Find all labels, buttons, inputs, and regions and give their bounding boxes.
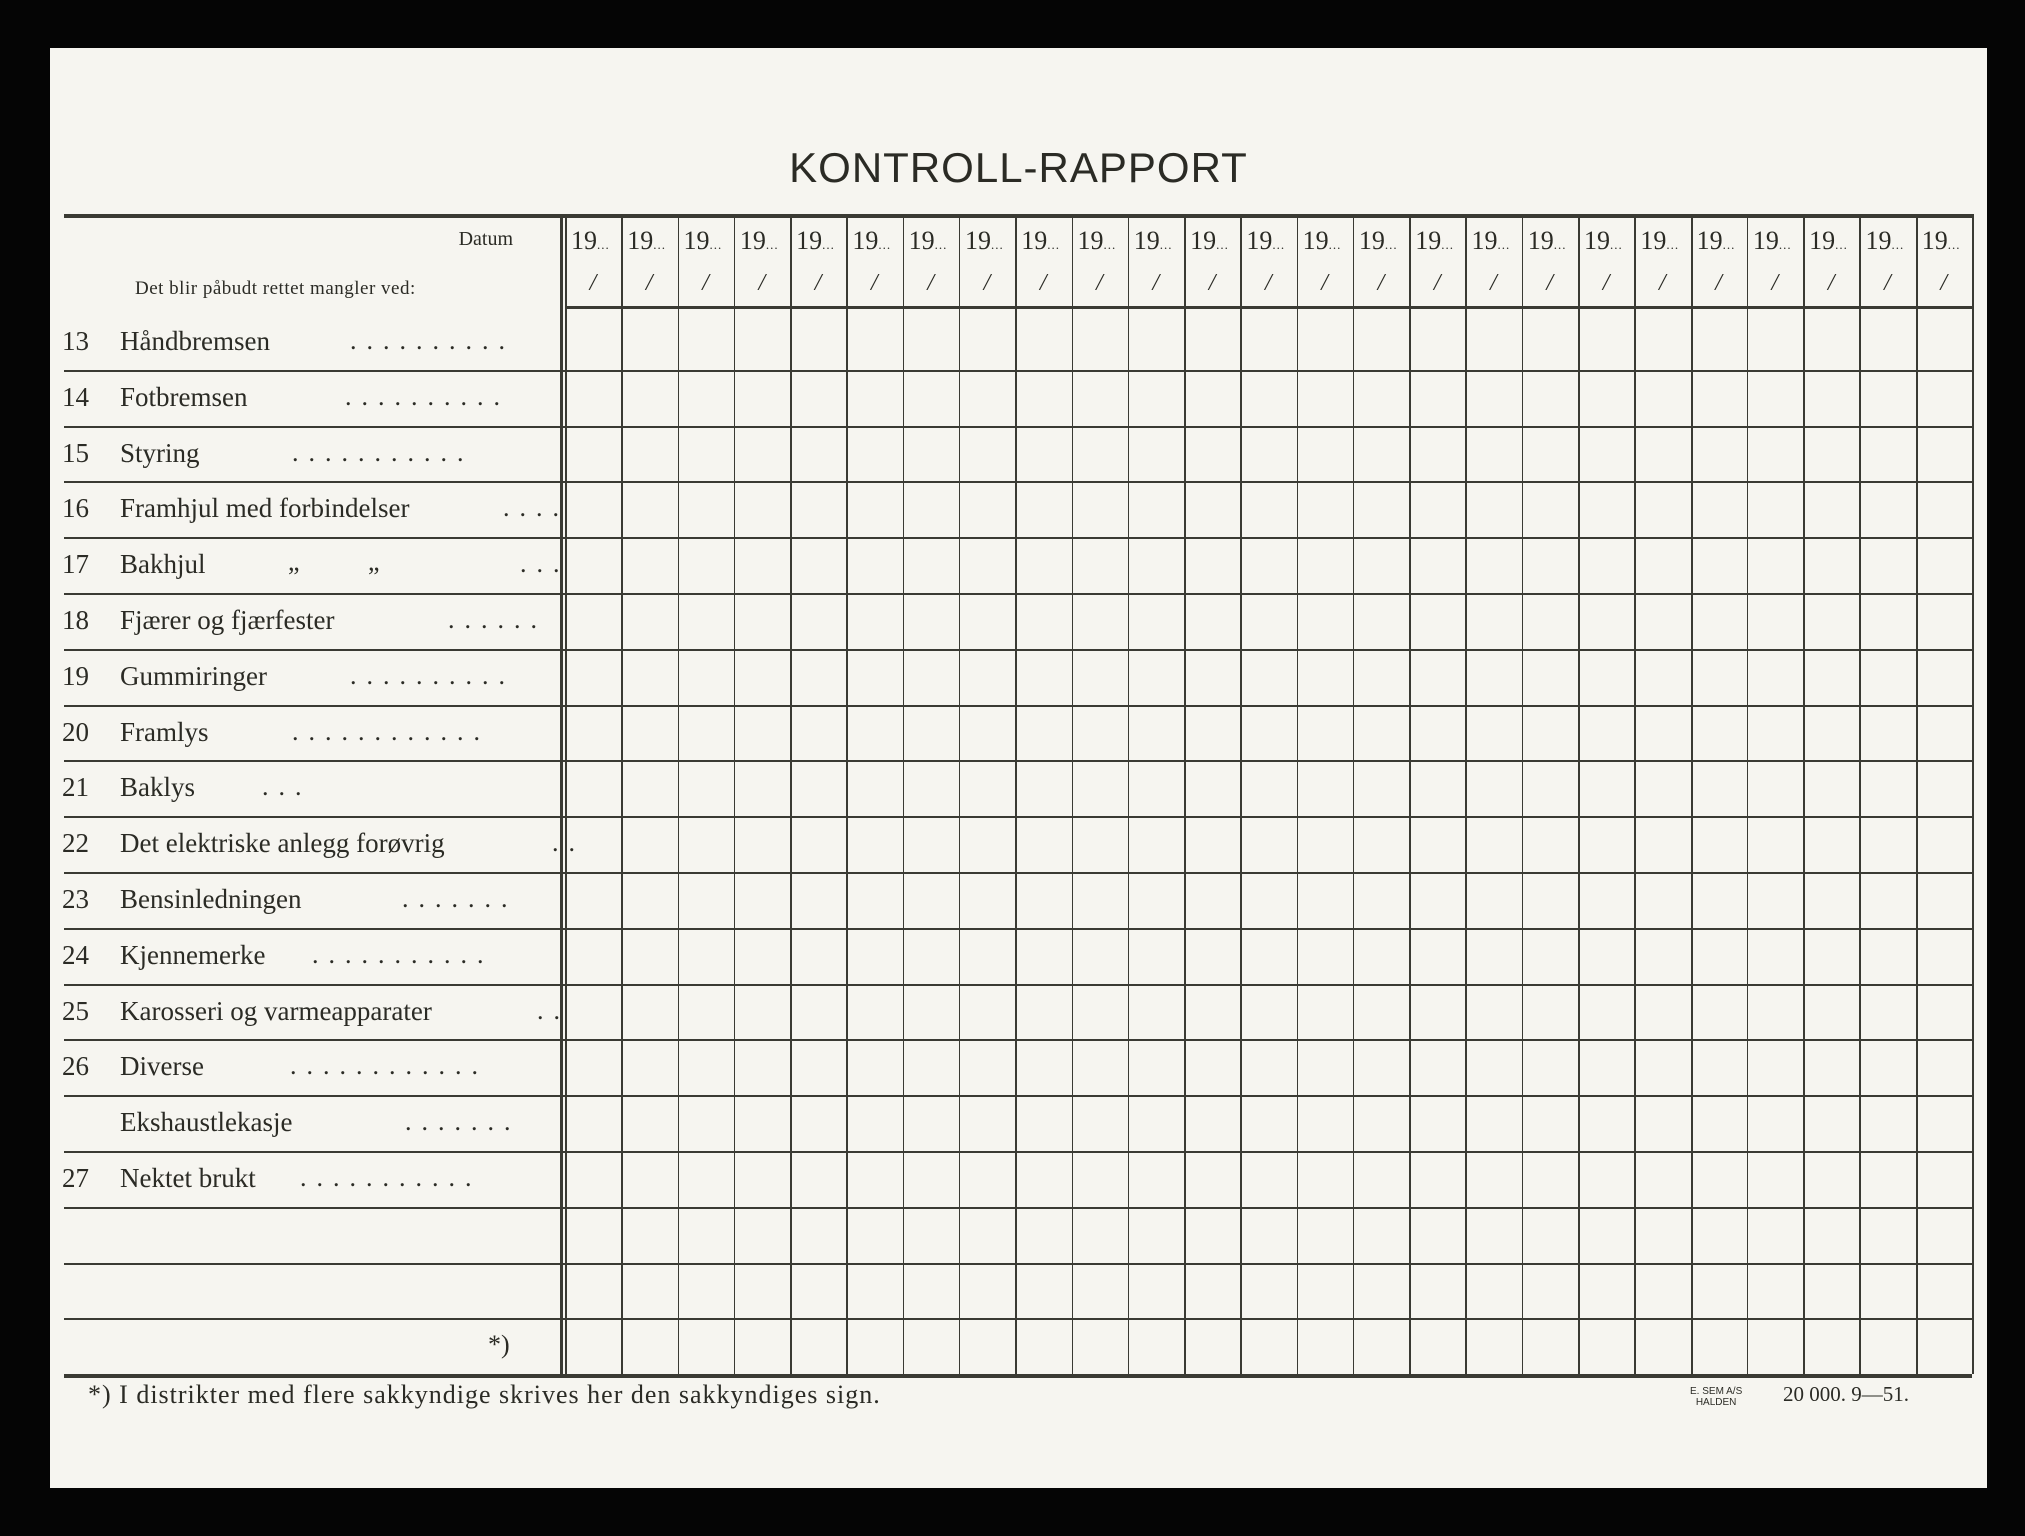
column-line	[1634, 214, 1636, 1374]
date-slash: /	[758, 270, 766, 296]
row-line	[64, 537, 1972, 539]
date-label: Datum	[458, 228, 513, 250]
date-slash: /	[589, 270, 597, 296]
leader-dots: ...........	[312, 939, 494, 969]
row-label: Fjærer og fjærfester	[120, 605, 335, 635]
leader-dots: ....	[503, 493, 569, 523]
column-year	[1415, 226, 1471, 256]
report-card	[50, 48, 1987, 1488]
date-slash: /	[1208, 270, 1216, 296]
row-number: 25	[62, 995, 89, 1026]
row-line	[64, 1151, 1972, 1153]
print-run: 20 000. 9—51.	[1783, 1382, 1909, 1406]
column-year	[1922, 226, 1978, 256]
column-line	[1522, 214, 1524, 1374]
year-prefix: 19	[1077, 226, 1104, 255]
row-line	[64, 370, 1972, 372]
row-label: Bakhjul	[120, 549, 206, 580]
row-number: 19	[62, 660, 89, 691]
row-label: Framhjul med forbindelser	[120, 493, 410, 524]
column-year	[965, 226, 1021, 256]
date-slash: /	[1152, 270, 1160, 296]
column-year	[1190, 226, 1246, 256]
year-prefix: 19	[796, 226, 823, 255]
row-label: Karosseri og varmeapparater	[120, 995, 432, 1026]
column-line	[903, 214, 905, 1374]
year-prefix: 19	[1752, 226, 1779, 255]
year-dots: ...	[1553, 237, 1567, 252]
year-prefix: 19	[627, 226, 654, 255]
column-line	[1691, 214, 1693, 1374]
row-number: 23	[62, 884, 89, 914]
column-year	[1865, 226, 1921, 256]
year-prefix: 19	[1133, 226, 1160, 255]
column-year	[1021, 226, 1077, 256]
year-dots: ...	[1103, 237, 1117, 252]
column-line	[621, 214, 623, 1374]
date-slash: /	[1715, 270, 1722, 296]
row-number: 20	[62, 716, 89, 747]
row-number: 26	[62, 1051, 89, 1082]
column-line	[1240, 214, 1242, 1374]
year-prefix: 19	[1415, 226, 1442, 255]
imprint-line-1: E. SEM A/S	[1690, 1386, 1743, 1397]
column-year	[1078, 226, 1134, 256]
column-line	[1128, 214, 1130, 1374]
year-dots: ...	[597, 237, 610, 252]
leader-dots: ...	[520, 549, 570, 579]
row-number: 14	[62, 381, 89, 412]
year-dots: ...	[1778, 237, 1792, 252]
header-subtitle: Det blir påbudt rettet mangler ved:	[135, 278, 416, 299]
row-line	[64, 760, 1972, 762]
label-divider-2	[565, 214, 567, 1374]
row-line	[64, 1318, 1972, 1320]
year-dots: ...	[1497, 237, 1511, 252]
leader-dots: ..........	[350, 660, 515, 690]
year-prefix: 19	[964, 226, 991, 255]
column-year	[1134, 226, 1190, 256]
year-dots: ...	[653, 237, 667, 252]
date-slash: /	[871, 270, 878, 296]
row-line	[64, 426, 1972, 428]
column-line	[1409, 214, 1411, 1374]
column-line	[1015, 214, 1017, 1374]
row-line	[64, 593, 1972, 595]
date-slash: /	[1490, 270, 1497, 296]
column-year	[571, 226, 627, 256]
date-slash: /	[1265, 270, 1272, 296]
row-line	[64, 481, 1972, 483]
year-prefix: 19	[1246, 226, 1273, 255]
column-line	[1072, 214, 1074, 1374]
date-slash: /	[1433, 270, 1441, 296]
leader-dots: ...........	[292, 437, 474, 467]
year-prefix: 19	[1809, 226, 1836, 255]
row-label: Gummiringer	[120, 660, 267, 691]
printer-imprint	[1690, 1386, 1742, 1408]
column-line	[1859, 214, 1861, 1374]
column-year	[1246, 226, 1302, 256]
date-slash: /	[1039, 270, 1047, 296]
year-dots: ...	[1272, 237, 1286, 252]
year-dots: ...	[1835, 237, 1848, 252]
row-label: Framlys	[120, 716, 209, 747]
date-slash: /	[983, 270, 991, 296]
year-dots: ...	[1610, 237, 1623, 252]
row-line	[64, 1039, 1972, 1041]
leader-dots: .......	[402, 884, 518, 913]
year-prefix: 19	[908, 226, 935, 255]
row-label: Håndbremsen	[120, 326, 270, 356]
year-prefix: 19	[1021, 226, 1048, 255]
date-slash: /	[1546, 270, 1554, 296]
column-line	[959, 214, 961, 1374]
year-prefix: 19	[1584, 226, 1611, 255]
date-slash: /	[1940, 270, 1948, 296]
row-number: 13	[62, 326, 89, 356]
date-slash: /	[1658, 270, 1666, 296]
year-prefix: 19	[683, 226, 710, 255]
year-prefix: 19	[1640, 226, 1667, 255]
year-dots: ...	[709, 237, 723, 252]
year-prefix: 19	[1921, 226, 1948, 255]
year-dots: ...	[934, 237, 948, 252]
row-label: Diverse	[120, 1051, 204, 1082]
column-line	[846, 214, 848, 1374]
leader-dots: ...	[262, 772, 312, 802]
column-year	[1697, 226, 1753, 256]
date-slash: /	[702, 270, 709, 296]
leader-dots: .......	[405, 1107, 521, 1137]
row-label: Fotbremsen	[120, 381, 248, 412]
date-slash: /	[1884, 270, 1891, 296]
row-label: Baklys	[120, 772, 196, 803]
leader-dots: ..........	[345, 381, 510, 411]
row-line	[64, 705, 1972, 707]
ditto-mark: „	[288, 547, 300, 577]
year-dots: ...	[1216, 237, 1229, 252]
year-prefix: 19	[739, 226, 766, 255]
column-year	[1809, 226, 1865, 256]
row-label: Bensinledningen	[120, 884, 302, 914]
year-dots: ...	[1441, 237, 1454, 252]
header-rule	[565, 306, 1972, 309]
year-prefix: 19	[1865, 226, 1892, 255]
row-number: 24	[62, 939, 89, 970]
column-line	[1184, 214, 1186, 1374]
year-dots: ...	[1047, 237, 1060, 252]
leader-dots: ...........	[300, 1163, 482, 1192]
date-slash: /	[1096, 270, 1103, 296]
year-prefix: 19	[1527, 226, 1554, 255]
column-line	[1297, 214, 1299, 1374]
column-year	[1303, 226, 1359, 256]
footnote: *) I distrikter med flere sakkyndige skrives her den sakkyndiges sign.	[88, 1380, 881, 1409]
column-line	[1916, 214, 1918, 1374]
column-year	[1471, 226, 1527, 256]
signature-marker: *)	[488, 1330, 510, 1359]
row-label: Kjennemerke	[120, 939, 266, 970]
year-dots: ...	[765, 237, 779, 252]
year-dots: ...	[1891, 237, 1905, 252]
row-line	[64, 928, 1972, 930]
column-line	[1353, 214, 1355, 1374]
year-prefix: 19	[571, 226, 597, 255]
row-line	[64, 1263, 1972, 1265]
row-label: Styring	[120, 437, 200, 468]
row-number: 17	[62, 549, 89, 580]
year-prefix: 19	[1190, 226, 1217, 255]
row-number: 16	[62, 493, 89, 524]
ditto-mark: „	[368, 547, 380, 577]
year-prefix: 19	[1302, 226, 1329, 255]
row-line	[64, 872, 1972, 874]
date-slash: /	[1771, 270, 1779, 296]
year-prefix: 19	[1358, 226, 1385, 255]
row-number: 18	[62, 605, 89, 635]
date-slash: /	[814, 270, 822, 296]
imprint-line-2: HALDEN	[1695, 1397, 1737, 1408]
date-slash: /	[645, 270, 653, 296]
year-dots: ...	[1159, 237, 1173, 252]
date-slash: /	[1602, 270, 1610, 296]
year-dots: ...	[1384, 237, 1398, 252]
row-line	[64, 984, 1972, 986]
leader-dots: ..........	[350, 326, 515, 355]
column-line	[1747, 214, 1749, 1374]
column-year	[1640, 226, 1696, 256]
column-year	[684, 226, 740, 256]
year-dots: ...	[1666, 237, 1680, 252]
column-year	[1753, 226, 1809, 256]
column-line	[1578, 214, 1580, 1374]
column-line	[1465, 214, 1467, 1374]
row-line	[64, 1095, 1972, 1097]
date-slash: /	[1321, 270, 1328, 296]
column-line	[734, 214, 736, 1374]
row-number: 27	[62, 1163, 89, 1193]
year-dots: ...	[878, 237, 892, 252]
column-year	[740, 226, 796, 256]
date-slash: /	[927, 270, 934, 296]
top-rule	[64, 214, 1972, 218]
label-divider	[560, 214, 563, 1374]
date-slash: /	[1377, 270, 1385, 296]
row-line	[64, 649, 1972, 651]
column-line	[1972, 214, 1974, 1374]
bottom-rule	[64, 1374, 1972, 1378]
row-label: Det elektriske anlegg forøvrig	[120, 828, 445, 859]
leader-dots: ......	[448, 605, 547, 634]
leader-dots: ............	[290, 1051, 488, 1081]
year-prefix: 19	[1471, 226, 1498, 255]
row-number: 22	[62, 828, 89, 859]
row-line	[64, 1207, 1972, 1209]
leader-dots: ............	[292, 716, 490, 746]
row-line	[64, 816, 1972, 818]
row-number: 15	[62, 437, 89, 468]
column-year	[852, 226, 908, 256]
leader-dots: ..	[537, 995, 570, 1025]
year-dots: ...	[990, 237, 1004, 252]
column-line	[790, 214, 792, 1374]
year-prefix: 19	[852, 226, 879, 255]
year-prefix: 19	[1696, 226, 1723, 255]
column-year	[1528, 226, 1584, 256]
column-year	[1359, 226, 1415, 256]
column-year	[1584, 226, 1640, 256]
column-year	[909, 226, 965, 256]
row-label: Nektet brukt	[120, 1163, 256, 1193]
column-year	[796, 226, 852, 256]
year-dots: ...	[1947, 237, 1961, 252]
column-line	[1803, 214, 1805, 1374]
row-label: Ekshaustlekasje	[120, 1107, 293, 1138]
column-year	[627, 226, 683, 256]
year-dots: ...	[1722, 237, 1736, 252]
year-dots: ...	[1328, 237, 1342, 252]
column-line	[678, 214, 680, 1374]
year-dots: ...	[822, 237, 835, 252]
row-number: 21	[62, 772, 89, 803]
date-slash: /	[1827, 270, 1835, 296]
form-title: KONTROLL-RAPPORT	[789, 144, 1248, 191]
leader-dots: ..	[552, 828, 585, 858]
